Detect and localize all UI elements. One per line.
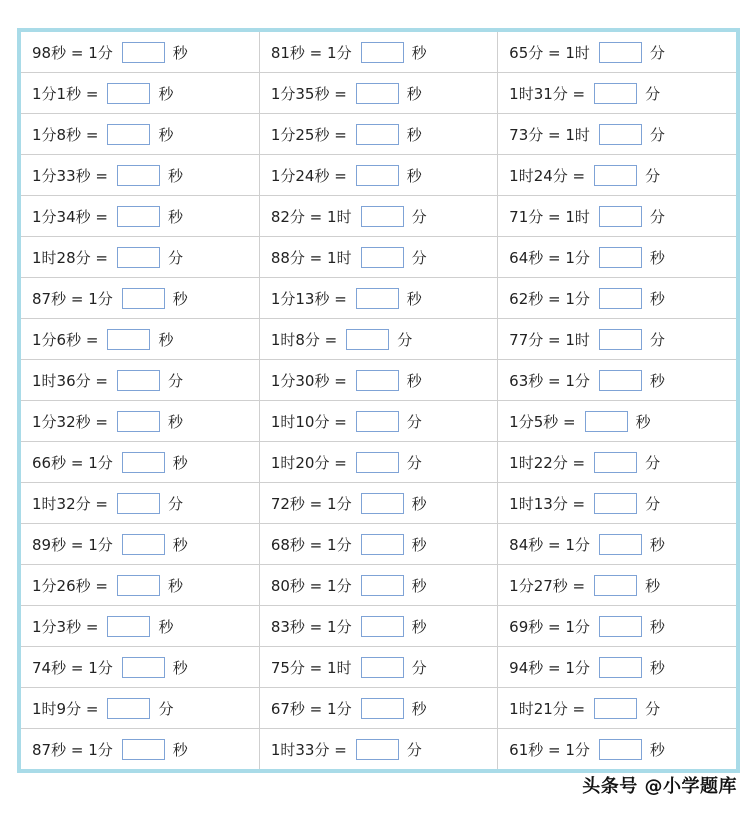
answer-box[interactable] — [361, 534, 404, 555]
exercise-expression: 1分30秒 = — [270, 371, 347, 390]
exercise-expression: 1分5秒 = — [509, 412, 576, 431]
answer-box[interactable] — [107, 698, 150, 719]
exercise-cell — [498, 688, 736, 729]
exercise-cell — [498, 729, 736, 770]
exercise-cell — [21, 483, 259, 524]
exercise-unit: 秒 — [411, 699, 427, 718]
exercise-unit: 分 — [397, 330, 413, 349]
exercise-cell — [259, 524, 497, 565]
worksheet — [17, 28, 740, 773]
exercise-expression: 1分35秒 = — [270, 84, 347, 103]
exercise-expression: 1时21分 = — [509, 699, 586, 718]
exercise-expression: 71分 = 1时 — [509, 207, 590, 226]
exercise-expression: 74秒 = 1分 — [32, 658, 113, 677]
table-row — [21, 606, 736, 647]
answer-box[interactable] — [594, 165, 637, 186]
exercise-unit: 秒 — [158, 84, 174, 103]
exercise-expression: 84秒 = 1分 — [509, 535, 590, 554]
exercise-expression: 1时20分 = — [270, 453, 347, 472]
exercise-cell — [259, 442, 497, 483]
answer-box[interactable] — [356, 83, 399, 104]
exercise-cell — [21, 278, 259, 319]
exercise-cell — [259, 155, 497, 196]
exercise-expression: 1分26秒 = — [32, 576, 108, 595]
exercise-cell — [21, 729, 259, 770]
exercise-expression: 77分 = 1时 — [509, 330, 590, 349]
exercise-cell — [259, 565, 497, 606]
exercise-expression: 89秒 = 1分 — [32, 535, 113, 554]
exercise-cell — [498, 237, 736, 278]
exercise-unit: 分 — [645, 84, 661, 103]
exercise-unit: 分 — [649, 43, 665, 62]
exercise-expression: 1分27秒 = — [509, 576, 586, 595]
exercise-unit: 秒 — [167, 412, 183, 431]
exercise-cell — [259, 360, 497, 401]
exercise-unit: 分 — [167, 248, 183, 267]
answer-box[interactable] — [361, 698, 404, 719]
table-row — [21, 688, 736, 729]
exercise-cell — [498, 319, 736, 360]
table-row — [21, 360, 736, 401]
exercise-unit: 分 — [406, 453, 422, 472]
exercise-cell — [498, 647, 736, 688]
exercise-unit: 秒 — [167, 166, 183, 185]
exercise-unit: 秒 — [645, 576, 661, 595]
exercise-unit: 分 — [649, 125, 665, 144]
exercise-unit: 秒 — [167, 207, 183, 226]
exercise-unit: 分 — [645, 453, 661, 472]
answer-box[interactable] — [356, 452, 399, 473]
exercise-expression: 94秒 = 1分 — [509, 658, 590, 677]
answer-box[interactable] — [117, 575, 160, 596]
table-row — [21, 32, 736, 73]
answer-box[interactable] — [122, 288, 165, 309]
answer-box[interactable] — [346, 329, 389, 350]
exercise-cell — [21, 565, 259, 606]
exercise-unit: 秒 — [172, 740, 188, 759]
exercise-cell — [21, 114, 259, 155]
answer-box[interactable] — [117, 370, 160, 391]
exercise-unit: 秒 — [406, 166, 422, 185]
answer-box[interactable] — [107, 124, 150, 145]
answer-box[interactable] — [599, 739, 642, 760]
exercise-cell — [259, 729, 497, 770]
answer-box[interactable] — [122, 657, 165, 678]
exercise-unit: 秒 — [172, 289, 188, 308]
table-row — [21, 729, 736, 770]
exercise-expression: 68秒 = 1分 — [270, 535, 352, 554]
exercise-unit: 秒 — [406, 125, 422, 144]
answer-box[interactable] — [117, 165, 160, 186]
answer-box[interactable] — [356, 124, 399, 145]
table-row — [21, 524, 736, 565]
exercise-expression: 87秒 = 1分 — [32, 740, 113, 759]
exercise-cell — [498, 114, 736, 155]
exercise-cell — [259, 483, 497, 524]
exercise-cell — [259, 278, 497, 319]
exercise-expression: 82分 = 1时 — [270, 207, 352, 226]
exercise-expression: 66秒 = 1分 — [32, 453, 113, 472]
exercise-cell — [259, 237, 497, 278]
exercise-cell — [21, 196, 259, 237]
exercise-unit: 秒 — [172, 43, 188, 62]
exercise-expression: 1时31分 = — [509, 84, 586, 103]
answer-box[interactable] — [599, 288, 642, 309]
exercise-expression: 1分13秒 = — [270, 289, 347, 308]
answer-box[interactable] — [585, 411, 628, 432]
answer-box[interactable] — [599, 329, 642, 350]
exercise-cell — [21, 401, 259, 442]
exercise-cell — [498, 401, 736, 442]
exercise-cell — [259, 606, 497, 647]
exercise-expression: 1时13分 = — [509, 494, 586, 513]
exercise-cell — [498, 155, 736, 196]
answer-box[interactable] — [594, 575, 637, 596]
exercise-unit: 分 — [406, 412, 422, 431]
exercise-expression: 1分1秒 = — [32, 84, 99, 103]
exercise-expression: 1分33秒 = — [32, 166, 108, 185]
exercise-unit: 分 — [167, 371, 183, 390]
exercise-expression: 69秒 = 1分 — [509, 617, 590, 636]
exercise-cell — [21, 524, 259, 565]
table-row — [21, 155, 736, 196]
exercise-expression: 1分6秒 = — [32, 330, 99, 349]
answer-box[interactable] — [122, 534, 165, 555]
exercise-expression: 80秒 = 1分 — [270, 576, 352, 595]
answer-box[interactable] — [361, 657, 404, 678]
exercise-cell — [21, 319, 259, 360]
exercise-unit: 分 — [411, 248, 427, 267]
exercise-unit: 分 — [158, 699, 174, 718]
answer-box[interactable] — [117, 247, 160, 268]
table-row — [21, 114, 736, 155]
exercise-unit: 秒 — [406, 84, 422, 103]
answer-box[interactable] — [122, 739, 165, 760]
exercise-expression: 81秒 = 1分 — [270, 43, 352, 62]
answer-box[interactable] — [356, 411, 399, 432]
exercise-unit: 分 — [645, 166, 661, 185]
answer-box[interactable] — [594, 698, 637, 719]
answer-box[interactable] — [361, 42, 404, 63]
exercise-expression: 1时32分 = — [32, 494, 108, 513]
exercise-unit: 秒 — [649, 371, 665, 390]
table-row — [21, 278, 736, 319]
exercise-unit: 分 — [645, 494, 661, 513]
answer-box[interactable] — [599, 534, 642, 555]
exercise-cell — [21, 442, 259, 483]
table-row — [21, 565, 736, 606]
answer-box[interactable] — [107, 329, 150, 350]
exercise-cell — [498, 524, 736, 565]
exercise-unit: 秒 — [411, 617, 427, 636]
answer-box[interactable] — [107, 616, 150, 637]
exercise-expression: 62秒 = 1分 — [509, 289, 590, 308]
exercise-unit: 秒 — [649, 740, 665, 759]
exercise-unit: 分 — [411, 658, 427, 677]
exercise-unit: 秒 — [411, 535, 427, 554]
exercise-unit: 秒 — [167, 576, 183, 595]
answer-box[interactable] — [356, 288, 399, 309]
exercise-expression: 87秒 = 1分 — [32, 289, 113, 308]
exercise-expression: 88分 = 1时 — [270, 248, 352, 267]
exercise-cell — [259, 688, 497, 729]
exercise-cell — [498, 73, 736, 114]
answer-box[interactable] — [356, 739, 399, 760]
answer-box[interactable] — [594, 452, 637, 473]
answer-box[interactable] — [599, 42, 642, 63]
exercise-unit: 分 — [411, 207, 427, 226]
exercise-expression: 65分 = 1时 — [509, 43, 590, 62]
exercise-table-body — [21, 32, 736, 769]
exercise-expression: 1分25秒 = — [270, 125, 347, 144]
exercise-expression: 98秒 = 1分 — [32, 43, 113, 62]
exercise-expression: 1分3秒 = — [32, 617, 99, 636]
exercise-cell — [498, 606, 736, 647]
exercise-cell — [259, 114, 497, 155]
exercise-unit: 分 — [645, 699, 661, 718]
exercise-unit: 秒 — [406, 289, 422, 308]
exercise-cell — [498, 360, 736, 401]
answer-box[interactable] — [361, 206, 404, 227]
exercise-cell — [259, 32, 497, 73]
exercise-expression: 1时28分 = — [32, 248, 108, 267]
exercise-unit: 分 — [406, 740, 422, 759]
exercise-unit: 秒 — [172, 535, 188, 554]
answer-box[interactable] — [361, 493, 404, 514]
exercise-unit: 分 — [649, 330, 665, 349]
table-row — [21, 196, 736, 237]
exercise-unit: 秒 — [172, 453, 188, 472]
answer-box[interactable] — [599, 657, 642, 678]
exercise-expression: 61秒 = 1分 — [509, 740, 590, 759]
table-row — [21, 73, 736, 114]
exercise-cell — [498, 278, 736, 319]
exercise-unit: 秒 — [649, 289, 665, 308]
watermark: 头条号 @小学题库 — [582, 776, 737, 797]
answer-box[interactable] — [117, 411, 160, 432]
exercise-expression: 1分32秒 = — [32, 412, 108, 431]
exercise-expression: 1时10分 = — [270, 412, 347, 431]
exercise-cell — [259, 647, 497, 688]
exercise-expression: 75分 = 1时 — [270, 658, 352, 677]
exercise-expression: 1时33分 = — [270, 740, 347, 759]
answer-box[interactable] — [599, 124, 642, 145]
answer-box[interactable] — [356, 165, 399, 186]
answer-box[interactable] — [356, 370, 399, 391]
exercise-unit: 秒 — [411, 43, 427, 62]
exercise-unit: 秒 — [635, 412, 651, 431]
answer-box[interactable] — [599, 370, 642, 391]
exercise-cell — [21, 688, 259, 729]
table-row — [21, 483, 736, 524]
exercise-unit: 秒 — [158, 330, 174, 349]
table-row — [21, 647, 736, 688]
exercise-cell — [21, 73, 259, 114]
exercise-unit: 秒 — [158, 617, 174, 636]
answer-box[interactable] — [361, 616, 404, 637]
table-row — [21, 237, 736, 278]
exercise-expression: 67秒 = 1分 — [270, 699, 352, 718]
exercise-expression: 1时8分 = — [270, 330, 338, 349]
exercise-expression: 72秒 = 1分 — [270, 494, 352, 513]
exercise-expression: 1时22分 = — [509, 453, 586, 472]
exercise-unit: 秒 — [649, 658, 665, 677]
exercise-expression: 1分8秒 = — [32, 125, 99, 144]
answer-box[interactable] — [122, 42, 165, 63]
answer-box[interactable] — [594, 493, 637, 514]
exercise-cell — [498, 442, 736, 483]
answer-box[interactable] — [361, 575, 404, 596]
table-row — [21, 401, 736, 442]
exercise-cell — [498, 565, 736, 606]
exercise-expression: 64秒 = 1分 — [509, 248, 590, 267]
exercise-cell — [498, 483, 736, 524]
exercise-expression: 73分 = 1时 — [509, 125, 590, 144]
answer-box[interactable] — [107, 83, 150, 104]
exercise-expression: 1时24分 = — [509, 166, 586, 185]
exercise-expression: 83秒 = 1分 — [270, 617, 352, 636]
exercise-cell — [21, 237, 259, 278]
exercise-cell — [21, 606, 259, 647]
answer-box[interactable] — [122, 452, 165, 473]
answer-box[interactable] — [117, 493, 160, 514]
answer-box[interactable] — [599, 247, 642, 268]
exercise-unit: 秒 — [406, 371, 422, 390]
exercise-unit: 秒 — [172, 658, 188, 677]
exercise-expression: 1分34秒 = — [32, 207, 108, 226]
exercise-table — [21, 32, 736, 769]
exercise-unit: 分 — [649, 207, 665, 226]
exercise-unit: 秒 — [649, 248, 665, 267]
answer-box[interactable] — [599, 616, 642, 637]
answer-box[interactable] — [117, 206, 160, 227]
answer-box[interactable] — [599, 206, 642, 227]
exercise-unit: 分 — [167, 494, 183, 513]
exercise-unit: 秒 — [649, 617, 665, 636]
exercise-cell — [259, 73, 497, 114]
exercise-expression: 1分24秒 = — [270, 166, 347, 185]
exercise-cell — [21, 647, 259, 688]
exercise-cell — [498, 196, 736, 237]
exercise-unit: 秒 — [411, 576, 427, 595]
exercise-expression: 1时9分 = — [32, 699, 99, 718]
exercise-cell — [259, 319, 497, 360]
exercise-cell — [498, 32, 736, 73]
exercise-cell — [21, 360, 259, 401]
exercise-cell — [259, 401, 497, 442]
answer-box[interactable] — [361, 247, 404, 268]
exercise-unit: 秒 — [158, 125, 174, 144]
exercise-cell — [259, 196, 497, 237]
exercise-cell — [21, 155, 259, 196]
exercise-expression: 1时36分 = — [32, 371, 108, 390]
exercise-unit: 秒 — [649, 535, 665, 554]
exercise-expression: 63秒 = 1分 — [509, 371, 590, 390]
exercise-cell — [21, 32, 259, 73]
table-row — [21, 442, 736, 483]
exercise-unit: 秒 — [411, 494, 427, 513]
answer-box[interactable] — [594, 83, 637, 104]
table-row — [21, 319, 736, 360]
